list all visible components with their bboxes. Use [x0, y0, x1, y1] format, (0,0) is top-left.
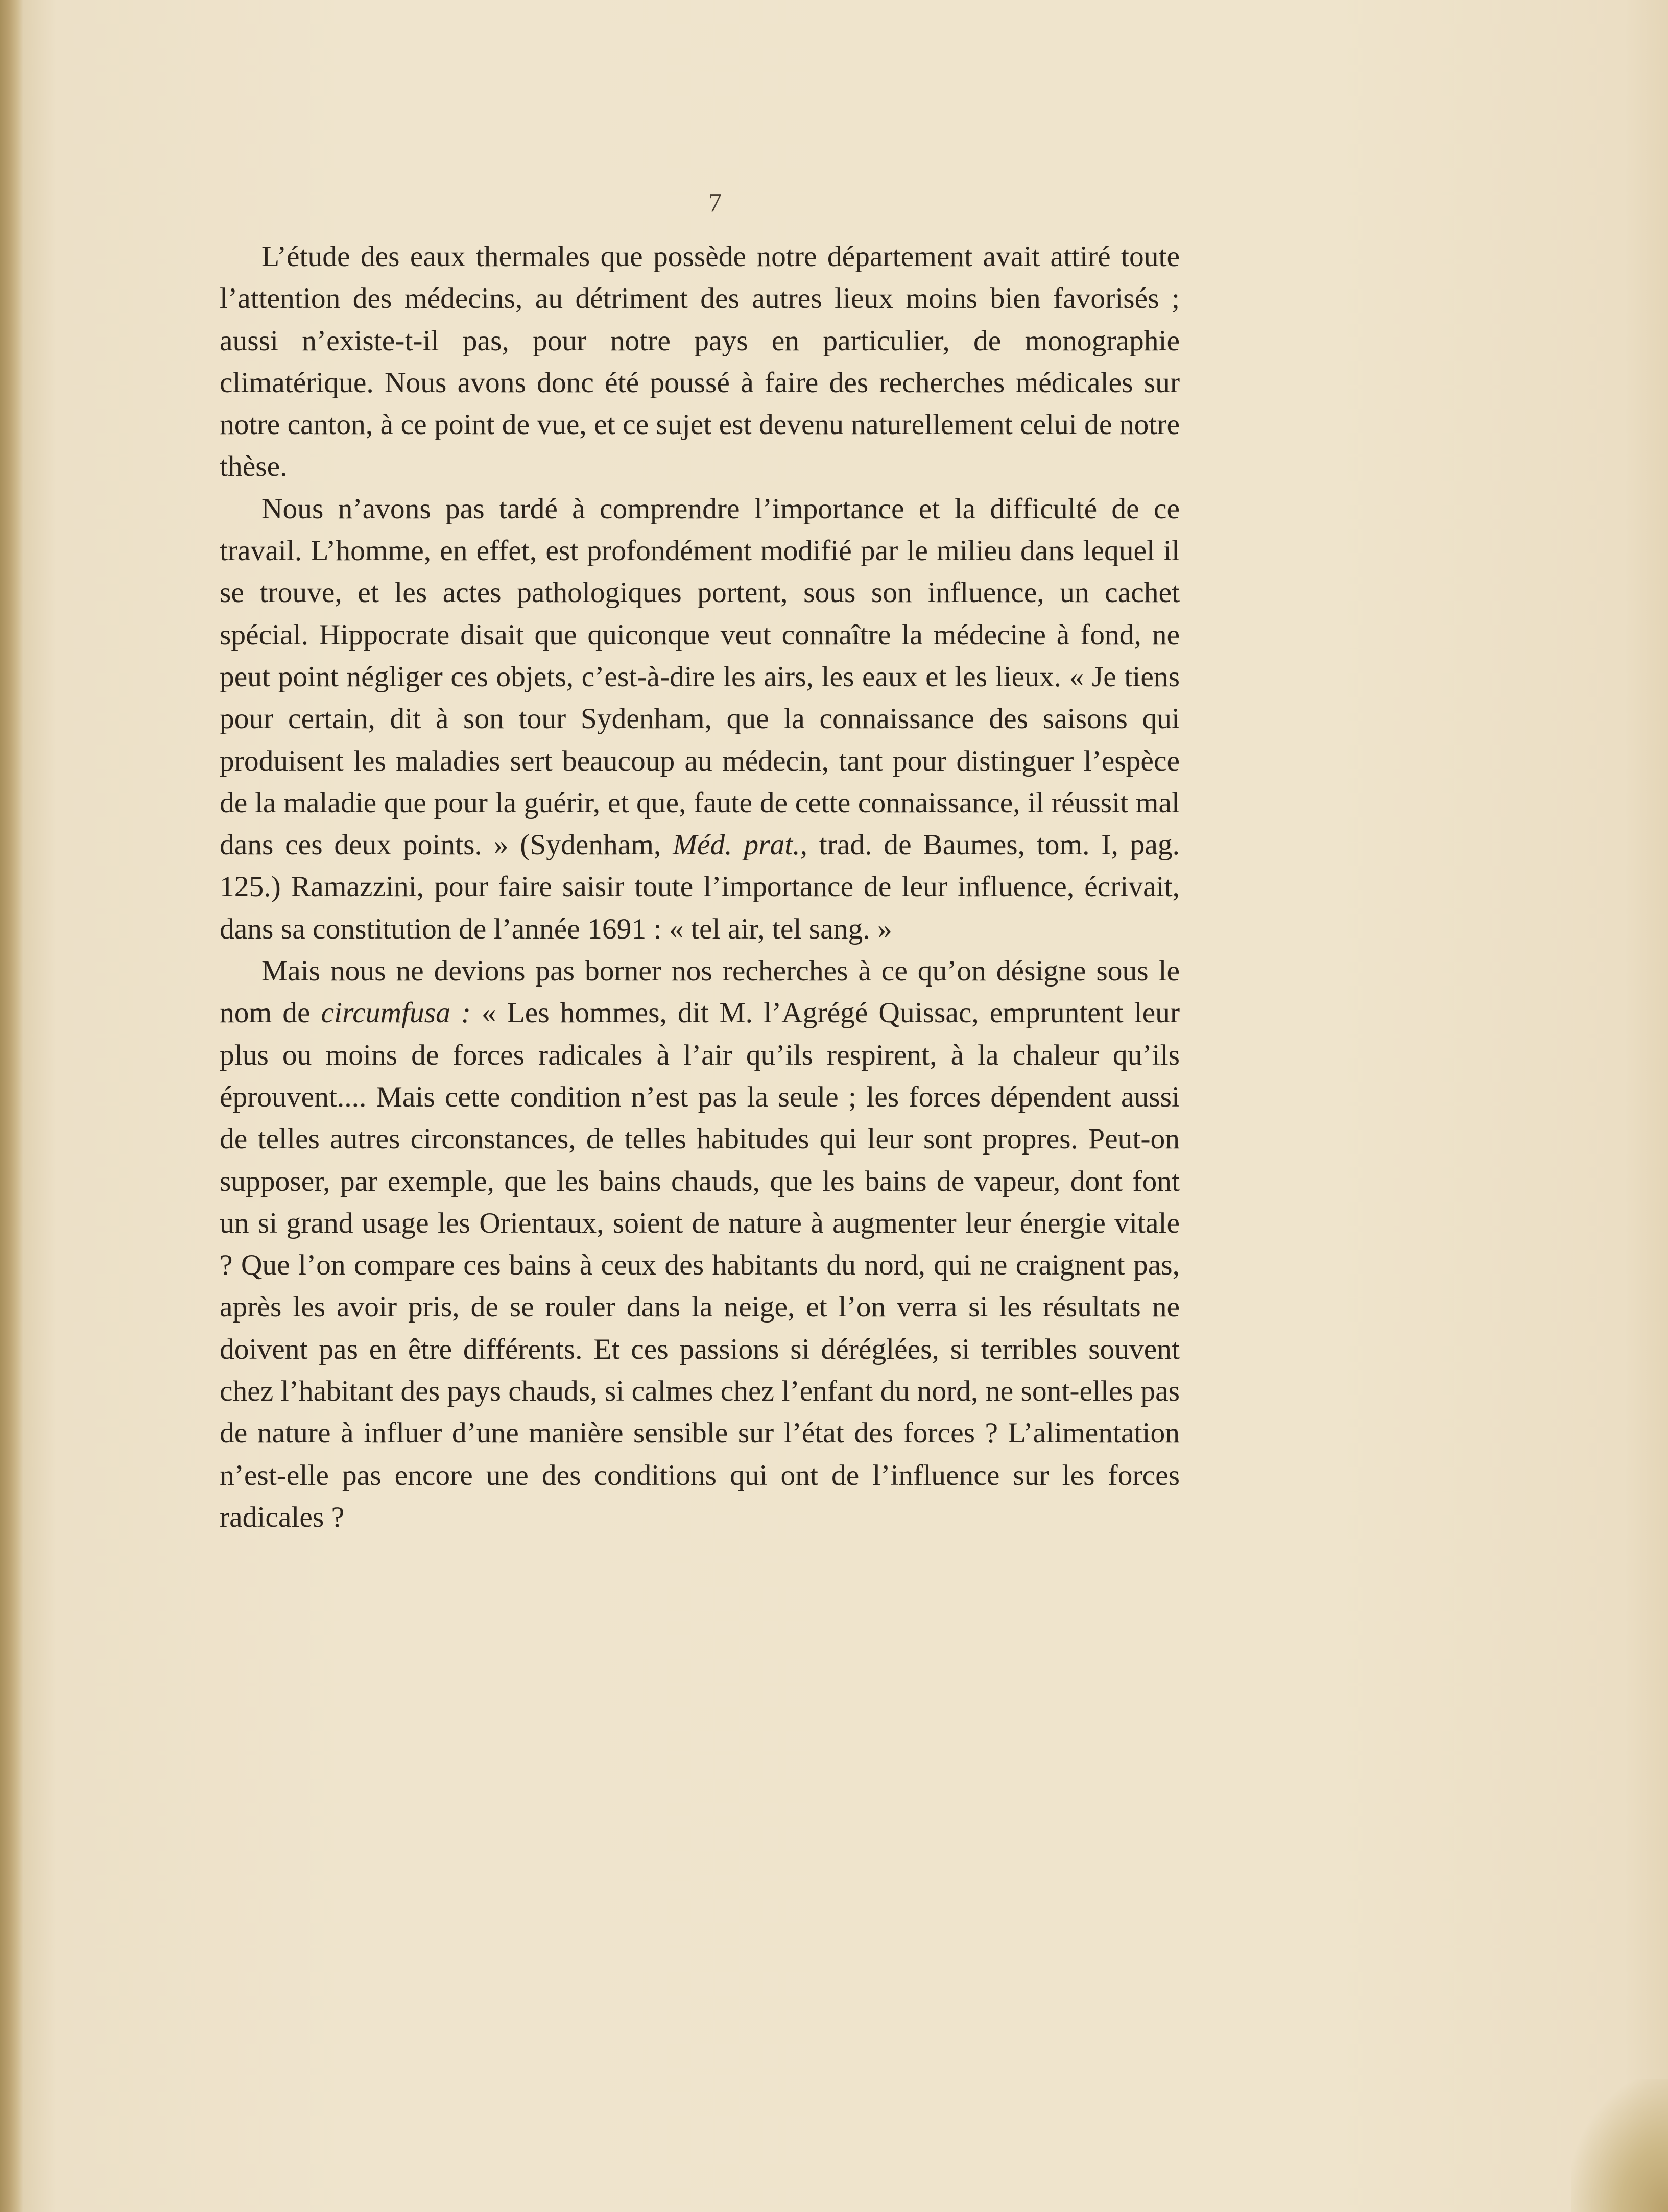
paragraph-2-italic-citation: Méd. prat.	[673, 829, 800, 861]
paragraph-3	[220, 950, 1180, 1538]
paragraph-3-text-start: Mais nous ne devions pas borner nos recherches à ce qu’on désigne sous le nom de	[220, 955, 1180, 1029]
paragraph-2	[220, 488, 1180, 950]
paragraph-3-text-end: « Les hommes, dit M. l’Agrégé Quissac, empruntent leur plus ou moins de forces radicales à l’air qu’ils respirent, à la chaleur qu’ils éprouvent.... Mais cette condition n’est pas la seule ; les forces dépendent aussi de telles autres circonstances, de telles habitudes qui leur sont propres. Peut-on supposer, par exemple, que les bains chauds, que les bains de vapeur, dont font un si grand usage les Orientaux, soient de nature à augmenter leur énergie vitale ? Que l’on compare ces bains à ceux des habitants du nord, qui ne craignent pas, après les avoir pris, de se rouler dans la neige, et l’on verra si les résultats ne doivent pas en être différents. Et ces passions si déréglées, si terribles souvent chez l’habitant des pays chauds, si calmes chez l’enfant du nord, ne sont-elles pas de nature à influer d’une manière sensible sur l’état des forces ? L’alimentation n’est-elle pas encore une des conditions qui ont de l’influence sur les forces radicales ?	[220, 997, 1180, 1533]
paragraph-3-italic-term: circumfusa :	[321, 997, 471, 1029]
paragraph-2-text-start: Nous n’avons pas tardé à comprendre l’importance et la difficulté de ce travail. L’homme, en effet, est profondément modifié par le milieu dans lequel il se trouve, et les actes pathologiques portent, sous son influence, un cachet spécial. Hippocrate disait que quiconque veut connaître la médecine à fond, ne peut point négliger ces objets, c’est-à-dire les airs, les eaux et les lieux. « Je tiens pour certain, dit à son tour Sydenham, que la connaissance des saisons qui produisent les maladies sert beaucoup au médecin, tant pour distinguer l’espèce de la maladie que pour la guérir, et que, faute de cette connaissance, il réussit mal dans ces deux points. » (Sydenham,	[220, 492, 1180, 861]
body-text	[220, 236, 1180, 1538]
page-corner-stain	[1571, 2079, 1668, 2212]
page-binding-edge	[0, 0, 23, 2212]
paragraph-1: L’étude des eaux thermales que possède notre département avait attiré toute l’attention des médecins, au détriment des autres lieux moins bien favorisés ; aussi n’existe-t-il pas, pour notre pays en particulier, de monographie climatérique. Nous avons donc été poussé à faire des recherches médicales sur notre canton, à ce point de vue, et ce sujet est devenu naturellement celui de notre thèse.	[220, 241, 1180, 483]
paragraph-2-text-end: , trad. de Baumes, tom. I, pag. 125.) Ramazzini, pour faire saisir toute l’importance de leur influence, écrivait, dans sa constitution de l’année 1691 : « tel air, tel sang. »	[220, 829, 1180, 945]
page-number: 7	[708, 188, 722, 218]
